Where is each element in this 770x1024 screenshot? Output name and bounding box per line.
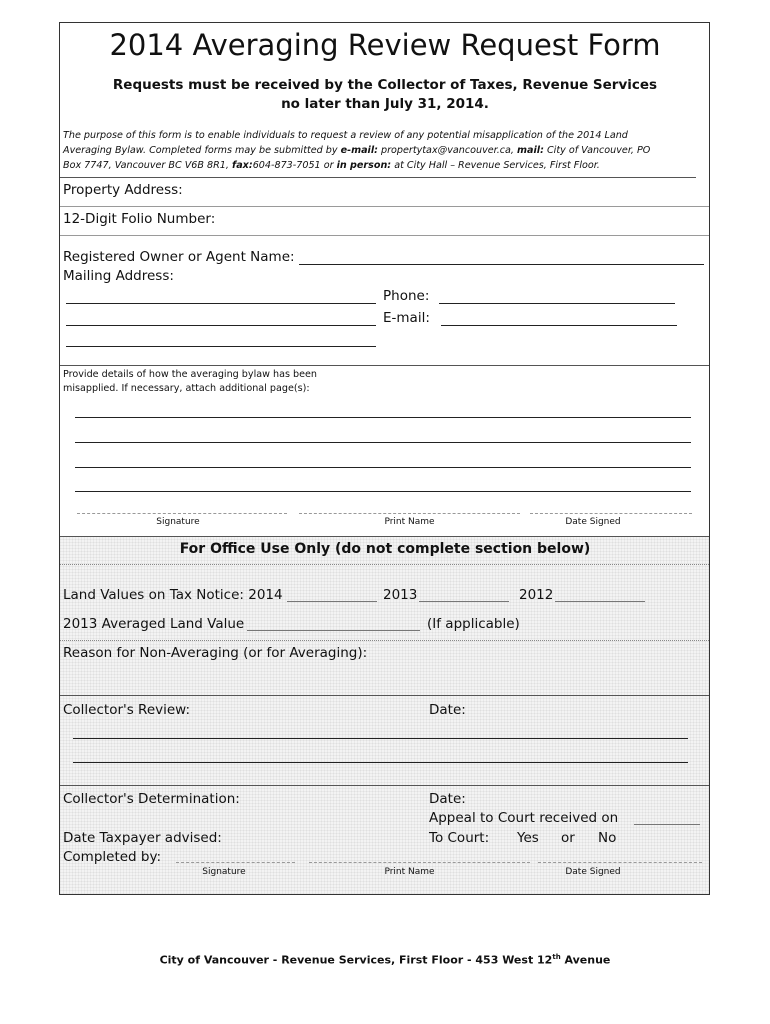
phone-label: Phone: — [383, 288, 430, 304]
details-line-3[interactable] — [75, 467, 691, 468]
review-line-2[interactable] — [73, 762, 688, 763]
owner-name-field[interactable] — [299, 264, 704, 265]
determination-date-label: Date: — [429, 791, 466, 807]
footer-address: City of Vancouver - Revenue Services, First Floor - 453 West 12th Avenue — [159, 953, 611, 967]
mailing-address-line-3[interactable] — [66, 346, 376, 347]
mailing-address-line-1[interactable] — [66, 303, 376, 304]
reason-rule[interactable] — [60, 695, 709, 696]
averaged-land-value-field[interactable] — [247, 630, 420, 631]
mailing-address-label: Mailing Address: — [63, 268, 174, 284]
office-heading-rule — [60, 564, 709, 565]
applicant-signature-caption: Signature — [156, 517, 200, 527]
office-section-top-rule — [60, 536, 709, 537]
land-values-2014-label: Land Values on Tax Notice: 2014 — [63, 587, 283, 603]
review-line-1[interactable] — [73, 738, 688, 739]
averaged-land-value-label: 2013 Averaged Land Value — [63, 616, 245, 632]
date-taxpayer-advised-label: Date Taxpayer advised: — [63, 830, 222, 846]
applicant-date-signed-field[interactable] — [530, 513, 692, 514]
folio-number-field[interactable] — [60, 235, 709, 236]
to-court-yes-option[interactable]: Yes — [517, 830, 539, 846]
form-title: 2014 Averaging Review Request Form — [109, 28, 661, 62]
intro-line-3: Box 7747, Vancouver BC V6B 8R1, fax:604-873-7051 or in person: at City Hall – Revenue Services, First Floor. — [63, 160, 600, 171]
intro-line-1: The purpose of this form is to enable individuals to request a review of any potential misapplication of the 2014 Land — [63, 130, 628, 141]
to-court-label: To Court: — [429, 830, 490, 846]
land-value-2012-field[interactable] — [555, 601, 645, 602]
completed-by-label: Completed by: — [63, 849, 162, 865]
applicant-date-signed-caption: Date Signed — [565, 517, 621, 527]
collectors-review-label: Collector's Review: — [63, 702, 191, 718]
mailing-address-line-2[interactable] — [66, 325, 376, 326]
applicant-print-name-caption: Print Name — [384, 517, 435, 527]
to-court-no-option[interactable]: No — [598, 830, 617, 846]
folio-number-label: 12-Digit Folio Number: — [63, 211, 216, 227]
intro-rule — [60, 177, 696, 178]
applicant-signature-field[interactable] — [77, 513, 287, 514]
appeal-received-label: Appeal to Court received on — [429, 810, 619, 826]
deadline-line-1: Requests must be received by the Collector of Taxes, Revenue Services — [112, 77, 658, 93]
deadline-line-2: no later than July 31, 2014. — [281, 96, 489, 112]
collectors-determination-label: Collector's Determination: — [63, 791, 240, 807]
if-applicable-note: (If applicable) — [427, 616, 520, 632]
details-line-1[interactable] — [75, 417, 691, 418]
office-print-name-field[interactable] — [309, 862, 530, 863]
details-line-4[interactable] — [75, 491, 691, 492]
land-values-2012-label: 2012 — [519, 587, 554, 603]
applicant-print-name-field[interactable] — [299, 513, 520, 514]
owner-name-label: Registered Owner or Agent Name: — [63, 249, 295, 265]
intro-line-2: Averaging Bylaw. Completed forms may be submitted by e-mail: propertytax@vancouver.ca, mail: City of Vancouver, PO — [63, 145, 651, 156]
to-court-or-label: or — [561, 830, 575, 846]
office-date-signed-caption: Date Signed — [565, 867, 621, 877]
property-address-label: Property Address: — [63, 182, 183, 198]
office-signature-field[interactable] — [176, 862, 295, 863]
office-signature-caption: Signature — [202, 867, 246, 877]
property-address-field[interactable] — [60, 206, 709, 207]
land-value-2014-field[interactable] — [287, 601, 377, 602]
appeal-received-field[interactable] — [634, 824, 700, 825]
review-date-label: Date: — [429, 702, 466, 718]
averaged-rule — [60, 640, 709, 641]
details-instruction-line-2: misapplied. If necessary, attach additional page(s): — [63, 383, 310, 394]
land-value-2013-field[interactable] — [419, 601, 509, 602]
office-date-signed-field[interactable] — [538, 862, 702, 863]
reason-label: Reason for Non-Averaging (or for Averaging): — [63, 645, 368, 661]
details-line-2[interactable] — [75, 442, 691, 443]
email-label: E-mail: — [383, 310, 430, 326]
review-rule — [60, 785, 709, 786]
details-instruction-line-1: Provide details of how the averaging bylaw has been — [63, 369, 317, 380]
office-print-name-caption: Print Name — [384, 867, 435, 877]
email-field[interactable] — [441, 325, 677, 326]
office-use-heading: For Office Use Only (do not complete section below) — [179, 541, 591, 557]
contact-section-rule — [60, 365, 709, 366]
phone-field[interactable] — [439, 303, 675, 304]
land-values-2013-label: 2013 — [383, 587, 418, 603]
